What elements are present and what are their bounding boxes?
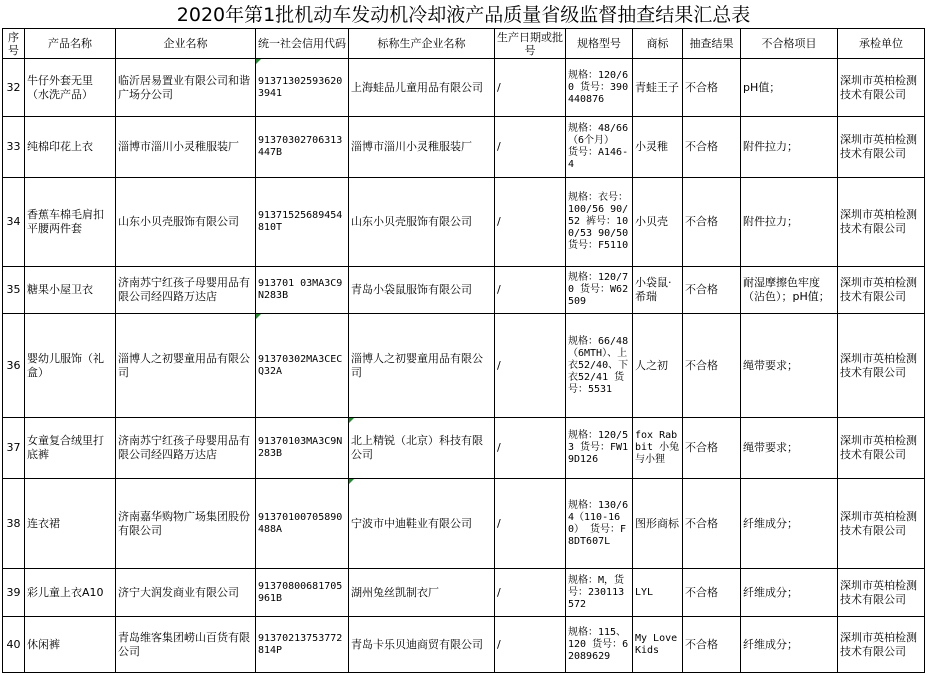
cell-item[interactable]: 附件拉力； [741, 117, 838, 178]
sheet-title: 2020年第1批机动车发动机冷却液产品质量省级监督抽查结果汇总表 [176, 4, 751, 26]
header-row [3, 29, 925, 59]
cell-date[interactable]: / [495, 117, 566, 178]
cell-spec[interactable]: 规格：120/53 货号：FW19D126 [566, 418, 633, 479]
cell-brand[interactable]: 小袋鼠·希瑞 [633, 267, 683, 314]
cell-maker[interactable]: 上海蛙品儿童用品有限公司 [349, 59, 495, 117]
cell-spec[interactable]: 规格：120/70 货号：W62509 [566, 267, 633, 314]
cell-product[interactable]: 香蕉车棉毛肩扣平腰两件套 [25, 178, 116, 267]
cell-company[interactable]: 淄博市淄川小灵稚服装厂 [116, 117, 256, 178]
cell-code[interactable]: 913713025936203941 [256, 59, 349, 117]
cell-result[interactable]: 不合格 [683, 479, 741, 569]
cell-no[interactable]: 39 [3, 569, 25, 617]
cell-date[interactable]: / [495, 59, 566, 117]
cell-result[interactable]: 不合格 [683, 59, 741, 117]
cell-no[interactable]: 38 [3, 479, 25, 569]
cell-item[interactable]: 绳带要求； [741, 314, 838, 418]
cell-no[interactable]: 33 [3, 117, 25, 178]
cell-item[interactable]: 绳带要求； [741, 418, 838, 479]
cell-result[interactable]: 不合格 [683, 569, 741, 617]
cell-maker[interactable]: 山东小贝壳服饰有限公司 [349, 178, 495, 267]
cell-code[interactable]: 91370100705890488A [256, 479, 349, 569]
cell-lab[interactable]: 深圳市英柏检测技术有限公司 [838, 418, 925, 479]
cell-company[interactable]: 济宁大润发商业有限公司 [116, 569, 256, 617]
cell-date[interactable]: / [495, 418, 566, 479]
header-cell-date[interactable]: 生产日期或批号 [495, 29, 566, 59]
cell-code[interactable]: 91370302MA3CECQ32A [256, 314, 349, 418]
cell-lab[interactable]: 深圳市英柏检测技术有限公司 [838, 267, 925, 314]
table-row [3, 117, 925, 178]
table-row [3, 267, 925, 314]
cell-spec[interactable]: 规格：120/60 货号：390440876 [566, 59, 633, 117]
cell-brand[interactable]: 小灵稚 [633, 117, 683, 178]
cell-code[interactable]: 91370213753772814P [256, 617, 349, 673]
header-cell-spec[interactable]: 规格型号 [566, 29, 633, 59]
cell-brand[interactable]: 青蛙王子 [633, 59, 683, 117]
cell-product[interactable]: 女童复合绒里打底裤 [25, 418, 116, 479]
cell-company[interactable]: 淄博人之初婴童用品有限公司 [116, 314, 256, 418]
table-row [3, 479, 925, 569]
cell-no[interactable]: 36 [3, 314, 25, 418]
cell-result[interactable]: 不合格 [683, 617, 741, 673]
cell-code[interactable]: 91370800681705961B [256, 569, 349, 617]
cell-product[interactable]: 糖果小屋卫衣 [25, 267, 116, 314]
cell-product[interactable]: 婴幼儿服饰（礼盒） [25, 314, 116, 418]
cell-lab[interactable]: 深圳市英柏检测技术有限公司 [838, 479, 925, 569]
header-cell-result[interactable]: 抽查结果 [683, 29, 741, 59]
cell-company[interactable]: 临沂居易置业有限公司和谐广场分公司 [116, 59, 256, 117]
cell-company[interactable]: 济南嘉华购物广场集团股份有限公司 [116, 479, 256, 569]
cell-product[interactable]: 彩儿童上衣A10 [25, 569, 116, 617]
cell-code[interactable]: 91370302706313447B [256, 117, 349, 178]
cell-item[interactable]: pH值； [741, 59, 838, 117]
results-table [2, 28, 925, 673]
header-cell-company[interactable]: 企业名称 [116, 29, 256, 59]
cell-brand[interactable]: 小贝壳 [633, 178, 683, 267]
table-row [3, 418, 925, 479]
cell-lab[interactable]: 深圳市英柏检测技术有限公司 [838, 569, 925, 617]
cell-item[interactable]: 耐湿摩擦色牢度（沾色）；pH值； [741, 267, 838, 314]
cell-item[interactable]: 纤维成分； [741, 479, 838, 569]
cell-product[interactable]: 牛仔外套无里（水洗产品） [25, 59, 116, 117]
cell-result[interactable]: 不合格 [683, 314, 741, 418]
cell-spec[interactable]: 规格：M，货号：230113572 [566, 569, 633, 617]
cell-spec[interactable]: 规格：115、120 货号：62089629 [566, 617, 633, 673]
header-cell-code[interactable]: 统一社会信用代码 [256, 29, 349, 59]
cell-spec[interactable]: 规格：衣号：100/56 90/52 裤号：100/53 90/50 货号：F5110 [566, 178, 633, 267]
cell-code[interactable]: 913701 03MA3C9N283B [256, 267, 349, 314]
table-row [3, 178, 925, 267]
cell-lab[interactable]: 深圳市英柏检测技术有限公司 [838, 178, 925, 267]
cell-company[interactable]: 济南苏宁红孩子母婴用品有限公司经四路万达店 [116, 267, 256, 314]
header-cell-maker[interactable]: 标称生产企业名称 [349, 29, 495, 59]
cell-product[interactable]: 连衣裙 [25, 479, 116, 569]
table-row [3, 569, 925, 617]
cell-company[interactable]: 山东小贝壳服饰有限公司 [116, 178, 256, 267]
cell-lab[interactable]: 深圳市英柏检测技术有限公司 [838, 59, 925, 117]
cell-date[interactable]: / [495, 617, 566, 673]
cell-maker[interactable]: 北上精锐（北京）科技有限公司 [349, 418, 495, 479]
cell-maker[interactable]: 淄博人之初婴童用品有限公司 [349, 314, 495, 418]
cell-item[interactable]: 纤维成分； [741, 569, 838, 617]
cell-result[interactable]: 不合格 [683, 178, 741, 267]
cell-no[interactable]: 37 [3, 418, 25, 479]
cell-no[interactable]: 34 [3, 178, 25, 267]
cell-date[interactable]: / [495, 178, 566, 267]
table-row [3, 314, 925, 418]
cell-maker[interactable]: 湖州兔丝凯制衣厂 [349, 569, 495, 617]
cell-company[interactable]: 济南苏宁红孩子母婴用品有限公司经四路万达店 [116, 418, 256, 479]
cell-result[interactable]: 不合格 [683, 418, 741, 479]
cell-date[interactable]: / [495, 314, 566, 418]
cell-lab[interactable]: 深圳市英柏检测技术有限公司 [838, 617, 925, 673]
cell-brand[interactable]: fox Rabbit 小兔与小狸 [633, 418, 683, 479]
cell-spec[interactable]: 规格：66/48（6MTH）、上衣52/40、下衣52/41 货号：5531 [566, 314, 633, 418]
cell-spec[interactable]: 规格：130/64（110-160） 货号：F8DT607L [566, 479, 633, 569]
cell-item[interactable]: 附件拉力； [741, 178, 838, 267]
cell-no[interactable]: 40 [3, 617, 25, 673]
cell-date[interactable]: / [495, 479, 566, 569]
header-cell-lab[interactable]: 承检单位 [838, 29, 925, 59]
header-cell-brand[interactable]: 商标 [633, 29, 683, 59]
cell-product[interactable]: 纯棉印花上衣 [25, 117, 116, 178]
header-cell-no[interactable]: 序号 [3, 29, 25, 59]
cell-code[interactable]: 91370103MA3C9N283B [256, 418, 349, 479]
cell-maker[interactable]: 淄博市淄川小灵稚服装厂 [349, 117, 495, 178]
cell-spec[interactable]: 规格：48/66（6个月） 货号：A146-4 [566, 117, 633, 178]
header-cell-product[interactable]: 产品名称 [25, 29, 116, 59]
cell-result[interactable]: 不合格 [683, 117, 741, 178]
cell-product[interactable]: 休闲裤 [25, 617, 116, 673]
cell-no[interactable]: 32 [3, 59, 25, 117]
cell-lab[interactable]: 深圳市英柏检测技术有限公司 [838, 314, 925, 418]
cell-brand[interactable]: LYL [633, 569, 683, 617]
cell-brand[interactable]: My Love Kids [633, 617, 683, 673]
cell-maker[interactable]: 青岛卡乐贝迪商贸有限公司 [349, 617, 495, 673]
cell-brand[interactable]: 图形商标 [633, 479, 683, 569]
cell-code[interactable]: 91371525689454810T [256, 178, 349, 267]
cell-brand[interactable]: 人之初 [633, 314, 683, 418]
cell-result[interactable]: 不合格 [683, 267, 741, 314]
cell-company[interactable]: 青岛维客集团崂山百货有限公司 [116, 617, 256, 673]
cell-date[interactable]: / [495, 267, 566, 314]
cell-maker[interactable]: 青岛小袋鼠服饰有限公司 [349, 267, 495, 314]
table-row [3, 617, 925, 673]
cell-maker[interactable]: 宁波市中迪鞋业有限公司 [349, 479, 495, 569]
cell-item[interactable]: 纤维成分； [741, 617, 838, 673]
cell-date[interactable]: / [495, 569, 566, 617]
header-cell-item[interactable]: 不合格项目 [741, 29, 838, 59]
table-row [3, 59, 925, 117]
cell-lab[interactable]: 深圳市英柏检测技术有限公司 [838, 117, 925, 178]
cell-no[interactable]: 35 [3, 267, 25, 314]
